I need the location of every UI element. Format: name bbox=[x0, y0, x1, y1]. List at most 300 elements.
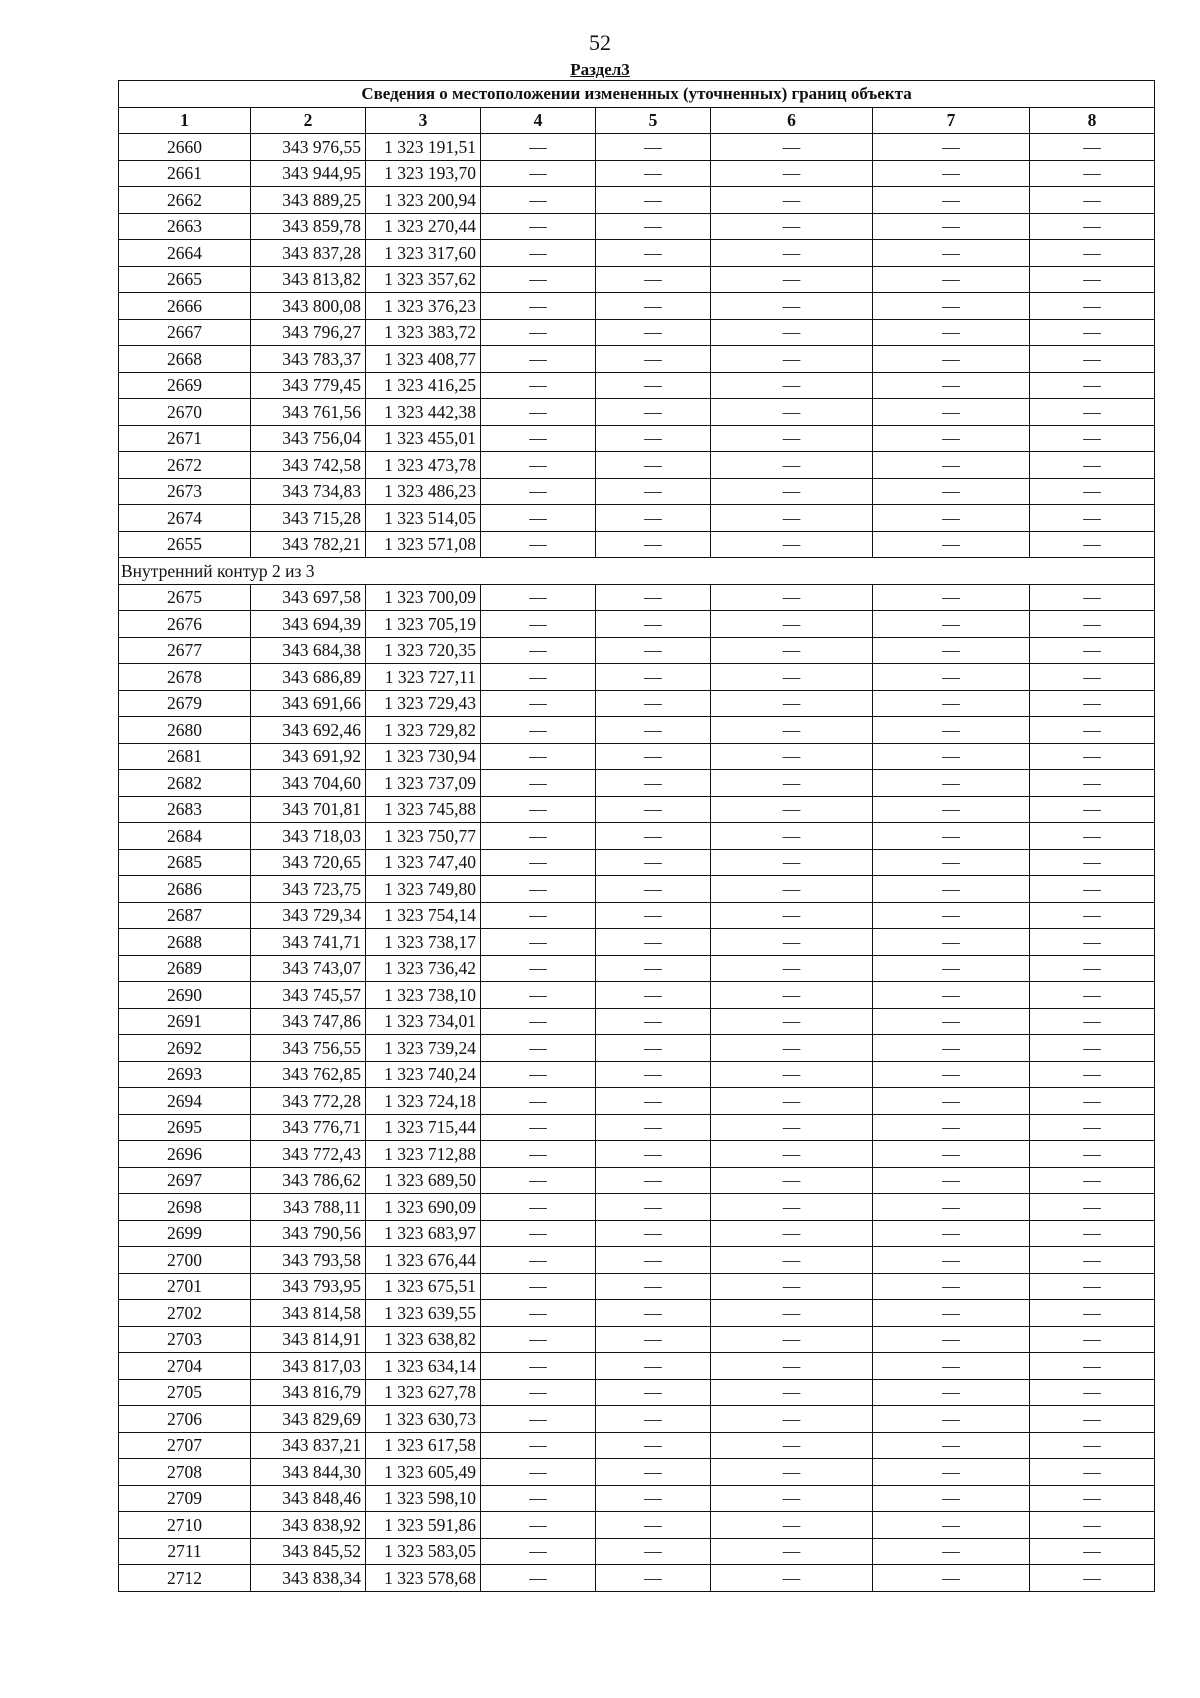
coord-y: 1 323 724,18 bbox=[366, 1088, 481, 1115]
coord-y: 1 323 605,49 bbox=[366, 1459, 481, 1486]
empty-dash-cell: — bbox=[873, 134, 1030, 161]
coord-x: 343 790,56 bbox=[251, 1220, 366, 1247]
empty-dash-cell: — bbox=[481, 664, 596, 691]
table-row bbox=[119, 1459, 1155, 1486]
empty-dash-cell: — bbox=[1030, 478, 1155, 505]
empty-dash-cell: — bbox=[873, 1353, 1030, 1380]
point-number: 2667 bbox=[119, 319, 251, 346]
empty-dash-cell: — bbox=[596, 796, 711, 823]
point-number: 2712 bbox=[119, 1565, 251, 1592]
empty-dash-cell: — bbox=[1030, 929, 1155, 956]
empty-dash-cell: — bbox=[711, 399, 873, 426]
table-row bbox=[119, 372, 1155, 399]
empty-dash-cell: — bbox=[1030, 876, 1155, 903]
point-number: 2671 bbox=[119, 425, 251, 452]
empty-dash-cell: — bbox=[873, 187, 1030, 214]
point-number: 2663 bbox=[119, 213, 251, 240]
coord-x: 343 747,86 bbox=[251, 1008, 366, 1035]
coord-x: 343 691,66 bbox=[251, 690, 366, 717]
empty-dash-cell: — bbox=[873, 1459, 1030, 1486]
empty-dash-cell: — bbox=[481, 160, 596, 187]
empty-dash-cell: — bbox=[873, 929, 1030, 956]
coord-y: 1 323 738,10 bbox=[366, 982, 481, 1009]
empty-dash-cell: — bbox=[873, 902, 1030, 929]
coord-x: 343 694,39 bbox=[251, 611, 366, 638]
empty-dash-cell: — bbox=[596, 293, 711, 320]
coord-y: 1 323 486,23 bbox=[366, 478, 481, 505]
coord-y: 1 323 627,78 bbox=[366, 1379, 481, 1406]
empty-dash-cell: — bbox=[711, 505, 873, 532]
point-number: 2692 bbox=[119, 1035, 251, 1062]
empty-dash-cell: — bbox=[873, 690, 1030, 717]
empty-dash-cell: — bbox=[711, 770, 873, 797]
coord-y: 1 323 270,44 bbox=[366, 213, 481, 240]
table-row bbox=[119, 1300, 1155, 1327]
coord-x: 343 729,34 bbox=[251, 902, 366, 929]
point-number: 2689 bbox=[119, 955, 251, 982]
empty-dash-cell: — bbox=[1030, 637, 1155, 664]
coord-x: 343 756,55 bbox=[251, 1035, 366, 1062]
point-number: 2687 bbox=[119, 902, 251, 929]
coord-y: 1 323 705,19 bbox=[366, 611, 481, 638]
point-number: 2709 bbox=[119, 1485, 251, 1512]
empty-dash-cell: — bbox=[873, 1379, 1030, 1406]
empty-dash-cell: — bbox=[711, 611, 873, 638]
empty-dash-cell: — bbox=[481, 1167, 596, 1194]
point-number: 2698 bbox=[119, 1194, 251, 1221]
coord-x: 343 838,92 bbox=[251, 1512, 366, 1539]
empty-dash-cell: — bbox=[481, 796, 596, 823]
point-number: 2699 bbox=[119, 1220, 251, 1247]
empty-dash-cell: — bbox=[1030, 584, 1155, 611]
coord-x: 343 838,34 bbox=[251, 1565, 366, 1592]
coord-x: 343 723,75 bbox=[251, 876, 366, 903]
coord-y: 1 323 473,78 bbox=[366, 452, 481, 479]
table-row bbox=[119, 293, 1155, 320]
empty-dash-cell: — bbox=[1030, 187, 1155, 214]
empty-dash-cell: — bbox=[711, 346, 873, 373]
empty-dash-cell: — bbox=[1030, 717, 1155, 744]
point-number: 2685 bbox=[119, 849, 251, 876]
point-number: 2695 bbox=[119, 1114, 251, 1141]
coord-x: 343 692,46 bbox=[251, 717, 366, 744]
empty-dash-cell: — bbox=[481, 929, 596, 956]
empty-dash-cell: — bbox=[1030, 796, 1155, 823]
column-header-6: 6 bbox=[711, 107, 873, 134]
empty-dash-cell: — bbox=[1030, 770, 1155, 797]
empty-dash-cell: — bbox=[596, 425, 711, 452]
empty-dash-cell: — bbox=[1030, 1432, 1155, 1459]
point-number: 2669 bbox=[119, 372, 251, 399]
column-header-row bbox=[119, 107, 1155, 134]
empty-dash-cell: — bbox=[711, 1459, 873, 1486]
empty-dash-cell: — bbox=[711, 1061, 873, 1088]
empty-dash-cell: — bbox=[596, 690, 711, 717]
coord-y: 1 323 591,86 bbox=[366, 1512, 481, 1539]
empty-dash-cell: — bbox=[596, 1459, 711, 1486]
empty-dash-cell: — bbox=[711, 1406, 873, 1433]
table-row bbox=[119, 1114, 1155, 1141]
table-row bbox=[119, 213, 1155, 240]
table-row bbox=[119, 717, 1155, 744]
empty-dash-cell: — bbox=[873, 346, 1030, 373]
empty-dash-cell: — bbox=[481, 1141, 596, 1168]
empty-dash-cell: — bbox=[1030, 1035, 1155, 1062]
coord-y: 1 323 738,17 bbox=[366, 929, 481, 956]
coord-y: 1 323 734,01 bbox=[366, 1008, 481, 1035]
empty-dash-cell: — bbox=[1030, 240, 1155, 267]
empty-dash-cell: — bbox=[873, 637, 1030, 664]
empty-dash-cell: — bbox=[873, 1220, 1030, 1247]
empty-dash-cell: — bbox=[596, 1485, 711, 1512]
empty-dash-cell: — bbox=[1030, 1008, 1155, 1035]
empty-dash-cell: — bbox=[711, 1035, 873, 1062]
coord-x: 343 889,25 bbox=[251, 187, 366, 214]
empty-dash-cell: — bbox=[596, 1379, 711, 1406]
table-row bbox=[119, 902, 1155, 929]
table-row bbox=[119, 531, 1155, 558]
coordinates-table bbox=[118, 80, 1155, 1592]
coord-x: 343 720,65 bbox=[251, 849, 366, 876]
empty-dash-cell: — bbox=[1030, 266, 1155, 293]
empty-dash-cell: — bbox=[873, 876, 1030, 903]
point-number: 2676 bbox=[119, 611, 251, 638]
table-row bbox=[119, 1141, 1155, 1168]
table-row bbox=[119, 399, 1155, 426]
coord-x: 343 697,58 bbox=[251, 584, 366, 611]
empty-dash-cell: — bbox=[873, 372, 1030, 399]
empty-dash-cell: — bbox=[1030, 690, 1155, 717]
empty-dash-cell: — bbox=[873, 266, 1030, 293]
coord-y: 1 323 514,05 bbox=[366, 505, 481, 532]
empty-dash-cell: — bbox=[1030, 1273, 1155, 1300]
point-number: 2705 bbox=[119, 1379, 251, 1406]
empty-dash-cell: — bbox=[481, 1379, 596, 1406]
empty-dash-cell: — bbox=[596, 1247, 711, 1274]
empty-dash-cell: — bbox=[596, 478, 711, 505]
empty-dash-cell: — bbox=[711, 1008, 873, 1035]
empty-dash-cell: — bbox=[481, 1326, 596, 1353]
point-number: 2664 bbox=[119, 240, 251, 267]
coord-x: 343 837,21 bbox=[251, 1432, 366, 1459]
empty-dash-cell: — bbox=[711, 584, 873, 611]
empty-dash-cell: — bbox=[1030, 1326, 1155, 1353]
table-row bbox=[119, 1247, 1155, 1274]
coord-x: 343 761,56 bbox=[251, 399, 366, 426]
empty-dash-cell: — bbox=[481, 1061, 596, 1088]
coord-x: 343 848,46 bbox=[251, 1485, 366, 1512]
empty-dash-cell: — bbox=[873, 796, 1030, 823]
empty-dash-cell: — bbox=[1030, 452, 1155, 479]
empty-dash-cell: — bbox=[711, 823, 873, 850]
empty-dash-cell: — bbox=[873, 664, 1030, 691]
empty-dash-cell: — bbox=[481, 134, 596, 161]
empty-dash-cell: — bbox=[596, 849, 711, 876]
empty-dash-cell: — bbox=[1030, 505, 1155, 532]
empty-dash-cell: — bbox=[1030, 1379, 1155, 1406]
empty-dash-cell: — bbox=[711, 637, 873, 664]
empty-dash-cell: — bbox=[596, 1565, 711, 1592]
empty-dash-cell: — bbox=[873, 1406, 1030, 1433]
point-number: 2702 bbox=[119, 1300, 251, 1327]
empty-dash-cell: — bbox=[873, 319, 1030, 346]
empty-dash-cell: — bbox=[1030, 743, 1155, 770]
empty-dash-cell: — bbox=[711, 266, 873, 293]
empty-dash-cell: — bbox=[1030, 1114, 1155, 1141]
empty-dash-cell: — bbox=[1030, 1194, 1155, 1221]
point-number: 2708 bbox=[119, 1459, 251, 1486]
coord-x: 343 844,30 bbox=[251, 1459, 366, 1486]
coord-y: 1 323 754,14 bbox=[366, 902, 481, 929]
coord-y: 1 323 712,88 bbox=[366, 1141, 481, 1168]
empty-dash-cell: — bbox=[711, 849, 873, 876]
coord-x: 343 701,81 bbox=[251, 796, 366, 823]
empty-dash-cell: — bbox=[873, 452, 1030, 479]
table-row bbox=[119, 1035, 1155, 1062]
table-title-row bbox=[119, 81, 1155, 108]
empty-dash-cell: — bbox=[1030, 346, 1155, 373]
empty-dash-cell: — bbox=[481, 1353, 596, 1380]
coord-x: 343 684,38 bbox=[251, 637, 366, 664]
empty-dash-cell: — bbox=[481, 902, 596, 929]
table-row bbox=[119, 1194, 1155, 1221]
table-row bbox=[119, 1565, 1155, 1592]
empty-dash-cell: — bbox=[481, 1565, 596, 1592]
empty-dash-cell: — bbox=[711, 902, 873, 929]
coord-y: 1 323 720,35 bbox=[366, 637, 481, 664]
empty-dash-cell: — bbox=[1030, 213, 1155, 240]
table-row bbox=[119, 187, 1155, 214]
coord-x: 343 734,83 bbox=[251, 478, 366, 505]
empty-dash-cell: — bbox=[873, 160, 1030, 187]
empty-dash-cell: — bbox=[711, 929, 873, 956]
empty-dash-cell: — bbox=[596, 770, 711, 797]
coord-x: 343 786,62 bbox=[251, 1167, 366, 1194]
coord-x: 343 756,04 bbox=[251, 425, 366, 452]
empty-dash-cell: — bbox=[481, 1432, 596, 1459]
coord-x: 343 686,89 bbox=[251, 664, 366, 691]
table-row bbox=[119, 743, 1155, 770]
coord-x: 343 715,28 bbox=[251, 505, 366, 532]
empty-dash-cell: — bbox=[711, 796, 873, 823]
table-row bbox=[119, 1432, 1155, 1459]
point-number: 2700 bbox=[119, 1247, 251, 1274]
empty-dash-cell: — bbox=[596, 1088, 711, 1115]
empty-dash-cell: — bbox=[1030, 134, 1155, 161]
empty-dash-cell: — bbox=[711, 955, 873, 982]
empty-dash-cell: — bbox=[711, 187, 873, 214]
coord-x: 343 859,78 bbox=[251, 213, 366, 240]
empty-dash-cell: — bbox=[1030, 1088, 1155, 1115]
empty-dash-cell: — bbox=[873, 584, 1030, 611]
point-number: 2711 bbox=[119, 1538, 251, 1565]
point-number: 2684 bbox=[119, 823, 251, 850]
table-row bbox=[119, 160, 1155, 187]
empty-dash-cell: — bbox=[596, 584, 711, 611]
empty-dash-cell: — bbox=[1030, 611, 1155, 638]
table-row bbox=[119, 1273, 1155, 1300]
coord-x: 343 829,69 bbox=[251, 1406, 366, 1433]
empty-dash-cell: — bbox=[596, 1406, 711, 1433]
empty-dash-cell: — bbox=[481, 1088, 596, 1115]
coord-y: 1 323 736,42 bbox=[366, 955, 481, 982]
empty-dash-cell: — bbox=[711, 531, 873, 558]
empty-dash-cell: — bbox=[873, 425, 1030, 452]
empty-dash-cell: — bbox=[711, 134, 873, 161]
empty-dash-cell: — bbox=[596, 372, 711, 399]
empty-dash-cell: — bbox=[873, 955, 1030, 982]
empty-dash-cell: — bbox=[481, 372, 596, 399]
empty-dash-cell: — bbox=[873, 1008, 1030, 1035]
table-row bbox=[119, 1326, 1155, 1353]
empty-dash-cell: — bbox=[1030, 319, 1155, 346]
empty-dash-cell: — bbox=[596, 1061, 711, 1088]
coord-x: 343 783,37 bbox=[251, 346, 366, 373]
point-number: 2655 bbox=[119, 531, 251, 558]
table-row bbox=[119, 1379, 1155, 1406]
empty-dash-cell: — bbox=[481, 690, 596, 717]
coord-x: 343 762,85 bbox=[251, 1061, 366, 1088]
empty-dash-cell: — bbox=[873, 531, 1030, 558]
table-row bbox=[119, 611, 1155, 638]
coord-x: 343 742,58 bbox=[251, 452, 366, 479]
table-row bbox=[119, 1167, 1155, 1194]
empty-dash-cell: — bbox=[873, 1485, 1030, 1512]
coord-y: 1 323 193,70 bbox=[366, 160, 481, 187]
coord-y: 1 323 200,94 bbox=[366, 187, 481, 214]
point-number: 2679 bbox=[119, 690, 251, 717]
empty-dash-cell: — bbox=[873, 399, 1030, 426]
empty-dash-cell: — bbox=[596, 1194, 711, 1221]
empty-dash-cell: — bbox=[481, 1035, 596, 1062]
empty-dash-cell: — bbox=[1030, 1459, 1155, 1486]
coord-y: 1 323 750,77 bbox=[366, 823, 481, 850]
empty-dash-cell: — bbox=[596, 1114, 711, 1141]
table-row bbox=[119, 319, 1155, 346]
empty-dash-cell: — bbox=[711, 1379, 873, 1406]
empty-dash-cell: — bbox=[596, 1167, 711, 1194]
empty-dash-cell: — bbox=[481, 611, 596, 638]
empty-dash-cell: — bbox=[596, 346, 711, 373]
coord-y: 1 323 727,11 bbox=[366, 664, 481, 691]
empty-dash-cell: — bbox=[711, 425, 873, 452]
point-number: 2672 bbox=[119, 452, 251, 479]
empty-dash-cell: — bbox=[596, 399, 711, 426]
coord-y: 1 323 598,10 bbox=[366, 1485, 481, 1512]
point-number: 2681 bbox=[119, 743, 251, 770]
empty-dash-cell: — bbox=[596, 1220, 711, 1247]
empty-dash-cell: — bbox=[596, 982, 711, 1009]
empty-dash-cell: — bbox=[481, 346, 596, 373]
empty-dash-cell: — bbox=[481, 982, 596, 1009]
empty-dash-cell: — bbox=[711, 319, 873, 346]
empty-dash-cell: — bbox=[711, 1565, 873, 1592]
empty-dash-cell: — bbox=[596, 319, 711, 346]
contour-row bbox=[119, 558, 1155, 585]
coord-x: 343 772,28 bbox=[251, 1088, 366, 1115]
table-row bbox=[119, 982, 1155, 1009]
point-number: 2686 bbox=[119, 876, 251, 903]
empty-dash-cell: — bbox=[1030, 664, 1155, 691]
empty-dash-cell: — bbox=[1030, 1485, 1155, 1512]
empty-dash-cell: — bbox=[711, 213, 873, 240]
empty-dash-cell: — bbox=[596, 955, 711, 982]
empty-dash-cell: — bbox=[711, 1353, 873, 1380]
coord-x: 343 837,28 bbox=[251, 240, 366, 267]
empty-dash-cell: — bbox=[873, 1326, 1030, 1353]
coord-y: 1 323 729,82 bbox=[366, 717, 481, 744]
empty-dash-cell: — bbox=[481, 876, 596, 903]
empty-dash-cell: — bbox=[711, 478, 873, 505]
empty-dash-cell: — bbox=[596, 240, 711, 267]
empty-dash-cell: — bbox=[873, 1512, 1030, 1539]
coord-y: 1 323 357,62 bbox=[366, 266, 481, 293]
empty-dash-cell: — bbox=[711, 743, 873, 770]
empty-dash-cell: — bbox=[596, 452, 711, 479]
empty-dash-cell: — bbox=[873, 1273, 1030, 1300]
coord-y: 1 323 689,50 bbox=[366, 1167, 481, 1194]
point-number: 2673 bbox=[119, 478, 251, 505]
empty-dash-cell: — bbox=[1030, 372, 1155, 399]
coord-x: 343 691,92 bbox=[251, 743, 366, 770]
table-row bbox=[119, 1485, 1155, 1512]
empty-dash-cell: — bbox=[596, 717, 711, 744]
page-number: 52 bbox=[589, 30, 611, 55]
point-number: 2683 bbox=[119, 796, 251, 823]
coord-y: 1 323 455,01 bbox=[366, 425, 481, 452]
coord-x: 343 814,91 bbox=[251, 1326, 366, 1353]
empty-dash-cell: — bbox=[711, 717, 873, 744]
coord-y: 1 323 416,25 bbox=[366, 372, 481, 399]
point-number: 2666 bbox=[119, 293, 251, 320]
coord-x: 343 817,03 bbox=[251, 1353, 366, 1380]
coord-y: 1 323 747,40 bbox=[366, 849, 481, 876]
table-row bbox=[119, 1088, 1155, 1115]
empty-dash-cell: — bbox=[596, 743, 711, 770]
empty-dash-cell: — bbox=[481, 213, 596, 240]
point-number: 2697 bbox=[119, 1167, 251, 1194]
table-row bbox=[119, 452, 1155, 479]
coord-y: 1 323 383,72 bbox=[366, 319, 481, 346]
empty-dash-cell: — bbox=[873, 240, 1030, 267]
coord-y: 1 323 630,73 bbox=[366, 1406, 481, 1433]
empty-dash-cell: — bbox=[481, 293, 596, 320]
empty-dash-cell: — bbox=[711, 1512, 873, 1539]
coord-x: 343 814,58 bbox=[251, 1300, 366, 1327]
point-number: 2674 bbox=[119, 505, 251, 532]
empty-dash-cell: — bbox=[711, 690, 873, 717]
coord-y: 1 323 683,97 bbox=[366, 1220, 481, 1247]
empty-dash-cell: — bbox=[481, 266, 596, 293]
empty-dash-cell: — bbox=[1030, 1220, 1155, 1247]
empty-dash-cell: — bbox=[873, 1300, 1030, 1327]
coord-x: 343 845,52 bbox=[251, 1538, 366, 1565]
point-number: 2696 bbox=[119, 1141, 251, 1168]
empty-dash-cell: — bbox=[873, 717, 1030, 744]
empty-dash-cell: — bbox=[711, 1220, 873, 1247]
point-number: 2688 bbox=[119, 929, 251, 956]
empty-dash-cell: — bbox=[596, 1008, 711, 1035]
empty-dash-cell: — bbox=[711, 1114, 873, 1141]
empty-dash-cell: — bbox=[481, 1247, 596, 1274]
table-row bbox=[119, 478, 1155, 505]
empty-dash-cell: — bbox=[1030, 1538, 1155, 1565]
empty-dash-cell: — bbox=[481, 425, 596, 452]
empty-dash-cell: — bbox=[711, 876, 873, 903]
empty-dash-cell: — bbox=[711, 1326, 873, 1353]
empty-dash-cell: — bbox=[1030, 399, 1155, 426]
point-number: 2662 bbox=[119, 187, 251, 214]
